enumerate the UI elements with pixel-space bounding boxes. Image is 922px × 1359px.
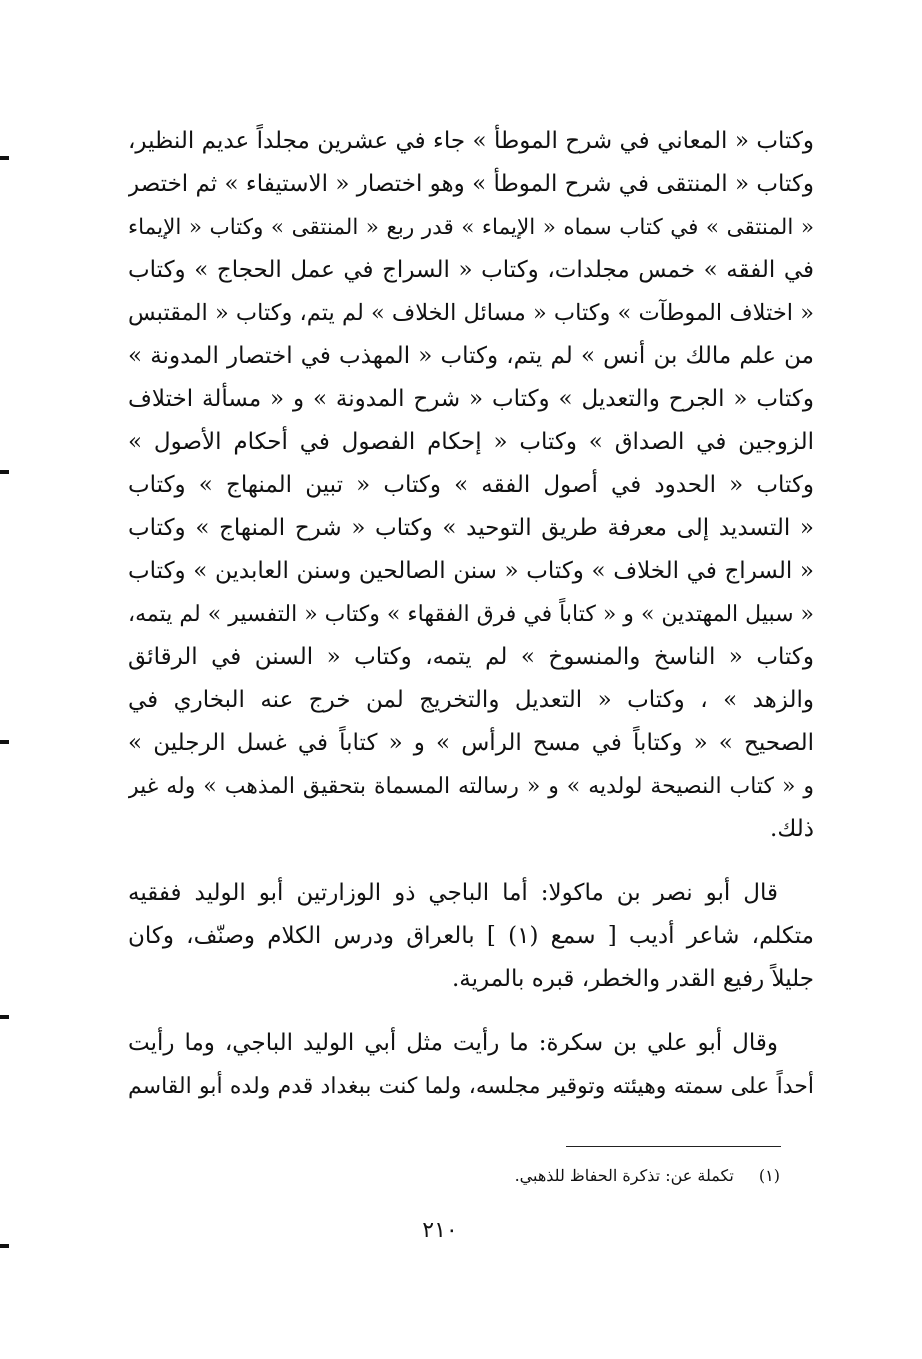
text-line: وكتاب « المنتقى في شرح الموطأ » وهو اختصار « الاستيفاء » ثم اختصر xyxy=(128,171,814,197)
footnote-text: تكملة عن: تذكرة الحفاظ للذهبي. xyxy=(514,1166,734,1185)
text-line: « المنتقى » في كتاب سماه « الإيماء » قدر ربع « المنتقى » وكتاب « الإيماء xyxy=(128,215,814,240)
scan-edge-mark xyxy=(0,1015,9,1019)
text-line: جليلاً رفيع القدر والخطر، قبره بالمرية. xyxy=(451,966,814,992)
scan-edge-mark xyxy=(0,1244,9,1248)
text-line: قال أبو نصر بن ماكولا: أما الباجي ذو الوزارتين أبو الوليد ففقيه xyxy=(128,880,778,906)
text-line: وقال أبو علي بن سكرة: ما رأيت مثل أبي الوليد الباجي، وما رأيت xyxy=(128,1030,778,1056)
text-line: وكتاب « الناسخ والمنسوخ » لم يتمه، وكتاب « السنن في الرقائق xyxy=(128,644,814,670)
text-line: الصحيح » « وكتاباً في مسح الرأس » و « كتاباً في غسل الرجلين » xyxy=(128,730,814,756)
text-line: أحداً على سمته وهيئته وتوقير مجلسه، ولما كنت ببغداد قدم ولده أبو القاسم xyxy=(128,1074,814,1099)
text-line: و « كتاب النصيحة لولديه » و « رسالته المسماة بتحقيق المذهب » وله غير xyxy=(128,774,814,799)
scan-edge-mark xyxy=(0,740,9,744)
footnote-divider xyxy=(566,1146,781,1147)
text-line: الزوجين في الصداق » وكتاب « إحكام الفصول في أحكام الأصول » xyxy=(128,429,814,455)
text-line: من علم مالك بن أنس » لم يتم، وكتاب « المهذب في اختصار المدونة » xyxy=(128,343,814,369)
text-line: وكتاب « المعاني في شرح الموطأ » جاء في عشرين مجلداً عديم النظير، xyxy=(128,128,814,154)
text-line: « سبيل المهتدين » و « كتاباً في فرق الفقهاء » وكتاب « التفسير » لم يتمه، xyxy=(128,602,814,627)
text-line: في الفقه » خمس مجلدات، وكتاب « السراج في عمل الحجاج » وكتاب xyxy=(128,257,814,283)
page-number: ٢١٠ xyxy=(422,1218,458,1243)
paragraph-ibn-sukkara xyxy=(128,1022,814,1108)
footnote-number: (١) xyxy=(758,1166,780,1185)
text-line: والزهد » ، وكتاب « التعديل والتخريج لمن خرج عنه البخاري في xyxy=(128,687,814,713)
text-line: وكتاب « الجرح والتعديل » وكتاب « شرح المدونة » و « مسألة اختلاف xyxy=(128,386,814,412)
paragraph-books-list xyxy=(128,120,814,851)
text-line: « السراج في الخلاف » وكتاب « سنن الصالحين وسنن العابدين » وكتاب xyxy=(128,558,814,584)
text-line: متكلم، شاعر أديب [ سمع (١) ] بالعراق ودرس الكلام وصنّف، وكان xyxy=(128,923,814,949)
paragraph-ibn-makula xyxy=(128,872,814,1001)
scan-edge-mark xyxy=(0,470,9,474)
text-line: « اختلاف الموطآت » وكتاب « مسائل الخلاف » لم يتم، وكتاب « المقتبس xyxy=(128,300,814,326)
text-line: « التسديد إلى معرفة طريق التوحيد » وكتاب « شرح المنهاج » وكتاب xyxy=(128,515,814,541)
text-line: ذلك. xyxy=(770,816,814,842)
footnote xyxy=(300,1163,780,1189)
scan-edge-mark xyxy=(0,156,9,160)
body-text xyxy=(128,120,814,1108)
text-line: وكتاب « الحدود في أصول الفقه » وكتاب « تبين المنهاج » وكتاب xyxy=(128,472,814,498)
